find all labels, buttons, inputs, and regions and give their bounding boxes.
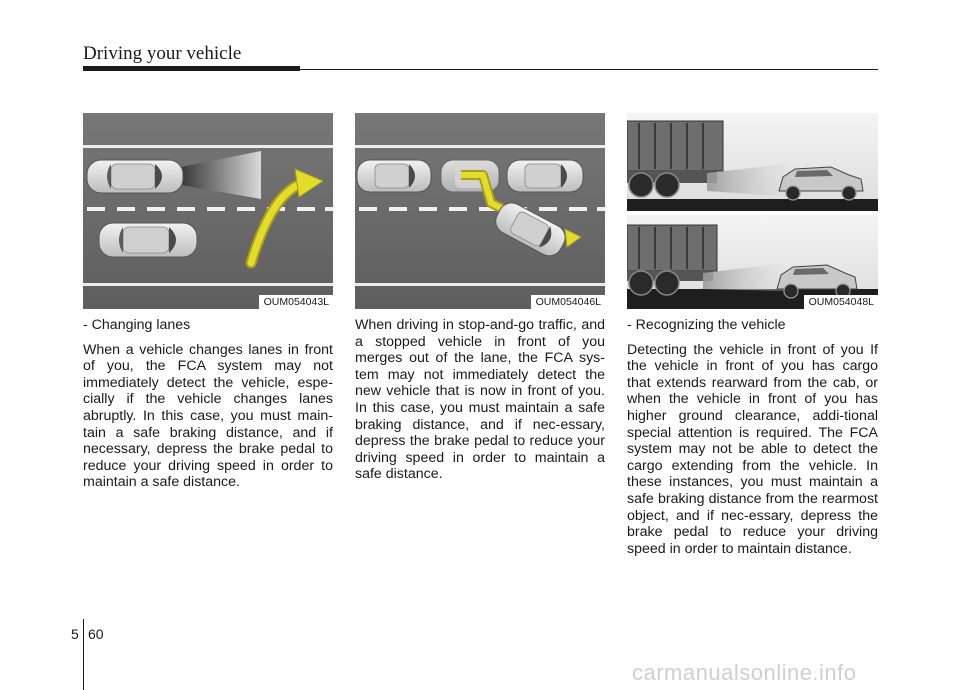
watermark: carmanualsonline.info (632, 660, 857, 685)
chapter-number: 5 (71, 626, 79, 642)
column-recognizing-vehicle (627, 317, 878, 557)
merging-car-icon (99, 223, 197, 257)
figure-recognizing-vehicle (627, 113, 878, 309)
section-title: Driving your vehicle (83, 43, 242, 64)
header-rule-thin (300, 69, 878, 70)
figure-code: OUM054048L (804, 295, 878, 309)
subheading: - Recognizing the vehicle (627, 317, 786, 333)
ego-car-icon (87, 160, 183, 193)
truck-cargo-illustration (627, 113, 878, 309)
column-changing-lanes (83, 317, 333, 491)
page-number: 60 (88, 626, 104, 642)
footer-divider (83, 619, 84, 690)
header-rule-thick (83, 66, 300, 71)
figure-code: OUM054043L (259, 295, 333, 309)
figure-changing-lanes (83, 113, 333, 309)
column-stop-and-go (355, 317, 605, 483)
stop-and-go-illustration (355, 113, 605, 309)
figure-stop-and-go (355, 113, 605, 309)
lead-car-icon (507, 160, 583, 192)
body-text: Detecting the vehicle in front of you If the vehicle in front of you has cargo that extends rearward from the cab, or when the vehicle in front of you has higher ground clearance, addi-tional special attention is required. The FCA system may not be able to detect the cargo extending from the vehicle. In these instances, you must maintain a safe braking distance from the rearmost object, and if nec-essary, depress the brake pedal to reduce your driving speed in order to maintain distance. (627, 341, 878, 557)
body-text: When driving in stop-and-go traffic, and a stopped vehicle in front of you merges out of the lane, the FCA sys-tem may not immediately detect the new vehicle that is now in front of you. In this case, you must maintain a safe braking distance, and if nec-essary, depress the brake pedal to reduce your driving speed in order to maintain a safe distance. (355, 317, 605, 483)
body-text: When a vehicle changes lanes in front of you, the FCA system may not immediately detect the vehicle, espe-cially if the vehicle changes lanes abruptly. In this case, you must main-tain a safe braking distance, and if necessary, depress the brake pedal to reduce your driving speed in order to maintain a safe distance. (83, 341, 333, 491)
figure-code: OUM054046L (531, 295, 605, 309)
ego-car-icon (357, 160, 431, 192)
changing-lanes-illustration (83, 113, 333, 309)
subheading: - Changing lanes (83, 317, 191, 333)
